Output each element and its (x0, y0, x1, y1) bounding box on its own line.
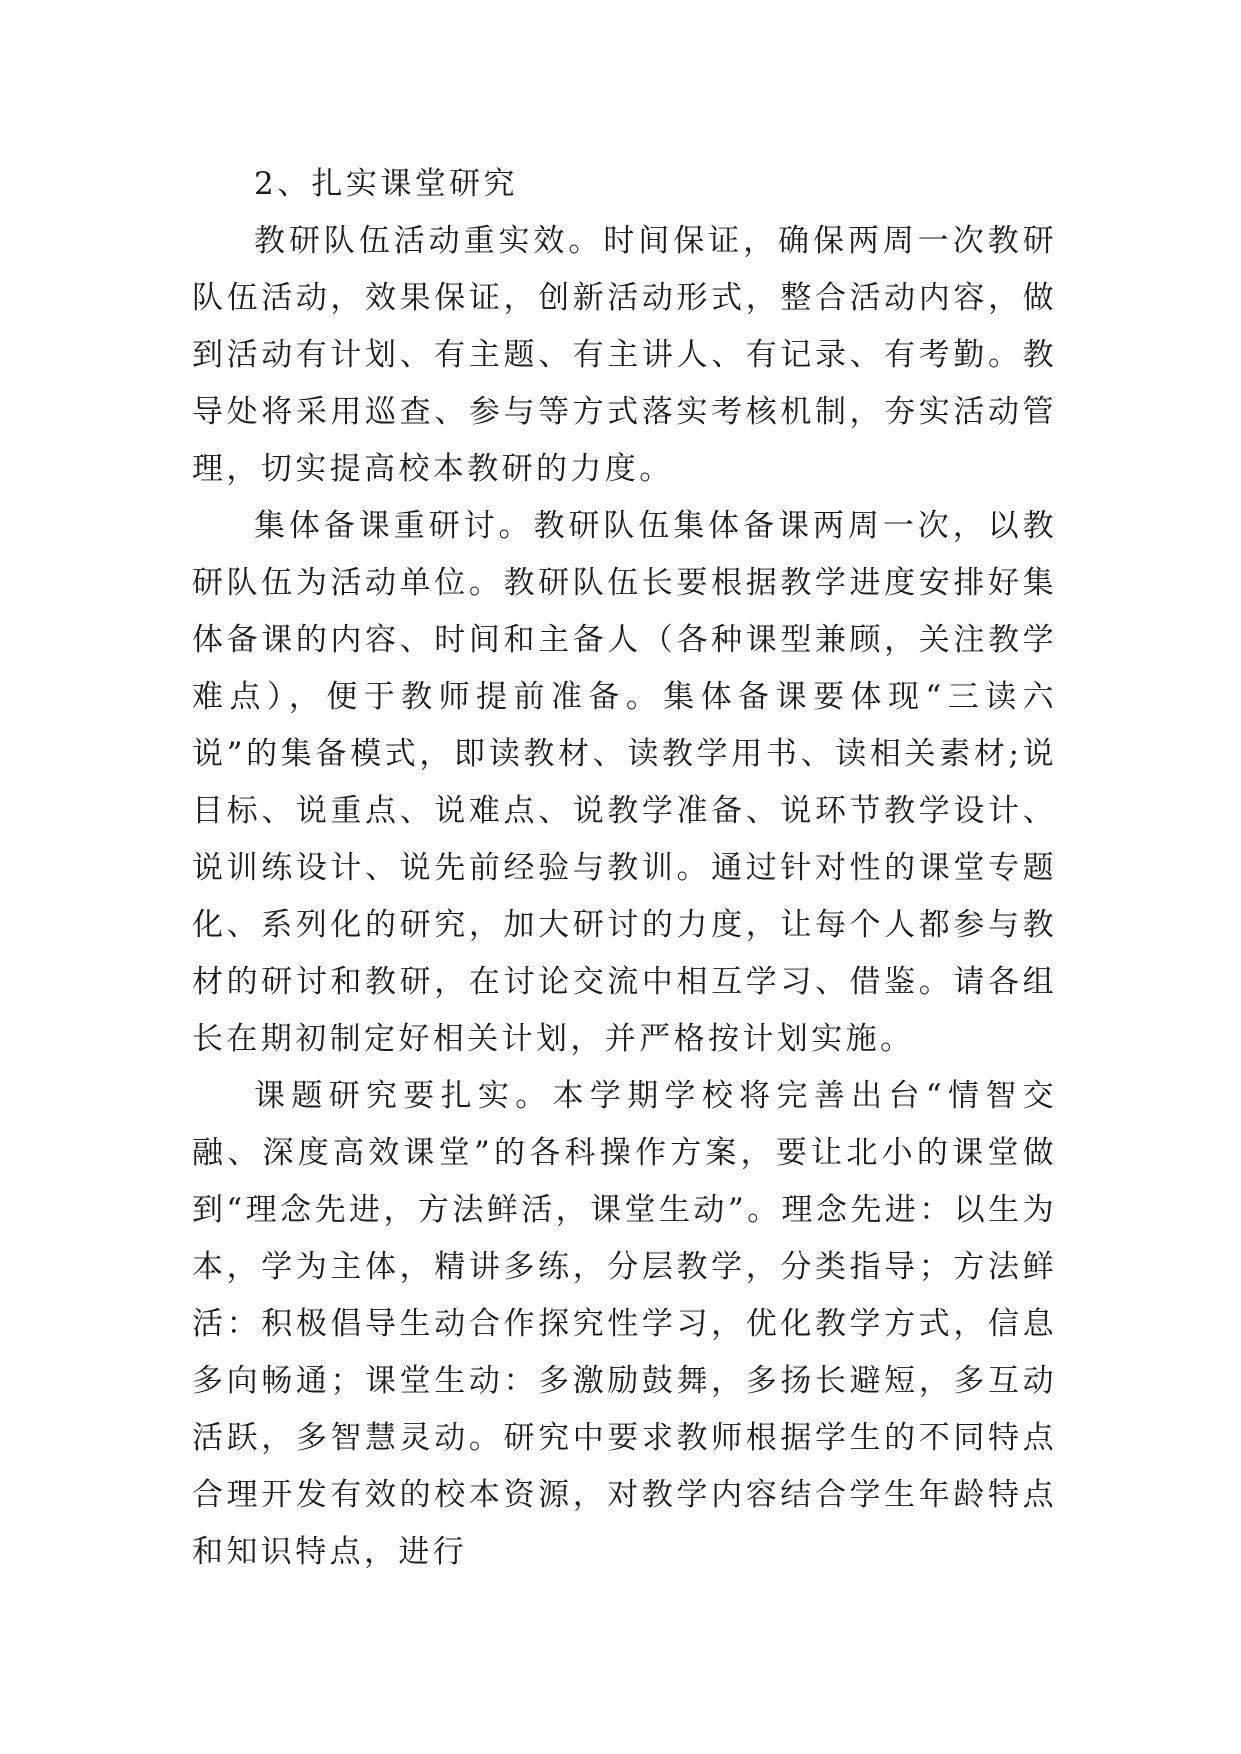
document-page (192, 156, 1057, 1581)
paragraph-teaching-team: 教研队伍活动重实效。时间保证，确保两周一次教研队伍活动，效果保证，创新活动形式，整合活动内容，做到活动有计划、有主题、有主讲人、有记录、有考勤。教导处将采用巡查、参与等方式落实考核机制，夯实活动管理，切实提高校本教研的力度。 (192, 223, 1057, 487)
section-heading: 2、扎实课堂研究 (254, 166, 518, 202)
paragraph-collective-lesson-prep: 集体备课重研讨。教研队伍集体备课两周一次，以教研队伍为活动单位。教研队伍长要根据教学进度安排好集体备课的内容、时间和主备人（各种课型兼顾，关注教学难点），便于教师提前准备。集体备课要体现“三读六说”的集备模式，即读教材、读教学用书、读相关素材;说目标、说重点、说难点、说教学准备、说环节教学设计、说训练设计、说先前经验与教训。通过针对性的课堂专题化、系列化的研究，加大研讨的力度，让每个人都参与教材的研讨和教研，在讨论交流中相互学习、借鉴。请各组长在期初制定好相关计划，并严格按计划实施。 (192, 508, 1057, 1057)
paragraph-research-topic: 课题研究要扎实。本学期学校将完善出台“情智交融、深度高效课堂”的各科操作方案，要让北小的课堂做到“理念先进，方法鲜活，课堂生动”。理念先进：以生为本，学为主体，精讲多练，分层教学，分类指导；方法鲜活：积极倡导生动合作探究性学习，优化教学方式，信息多向畅通；课堂生动：多激励鼓舞，多扬长避短，多互动活跃，多智慧灵动。研究中要求教师根据学生的不同特点合理开发有效的校本资源，对教学内容结合学生年龄特点和知识特点，进行 (192, 1078, 1057, 1570)
